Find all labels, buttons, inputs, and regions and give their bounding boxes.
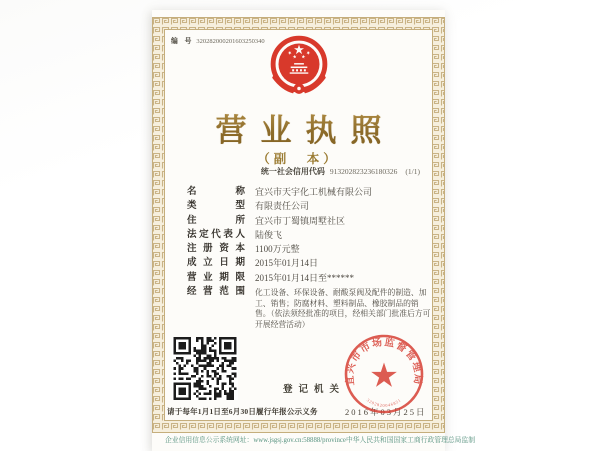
document-footer [152, 434, 476, 444]
issue-date: 2016年03月25日 [345, 407, 427, 417]
license-title: 营业执照 [152, 105, 445, 150]
field-value: 有限责任公司 [255, 201, 310, 212]
field-label: 注 册 资 本 [187, 244, 245, 255]
field-value: 宜兴市天宇化工机械有限公司 [255, 187, 373, 197]
field-label: 名 称 [187, 187, 245, 197]
seal-text: 宜兴市市场监督管理局 [344, 337, 424, 387]
credit-code-value: 913202823236180326 [329, 167, 398, 176]
field-label: 类 型 [187, 201, 245, 212]
annual-report-notice: 请于每年1月1日至6月30日履行年报公示义务 [167, 407, 318, 416]
field-label: 经 营 范 围 [187, 287, 245, 298]
field-label: 成 立 日 期 [187, 258, 245, 269]
national-emblem-icon [257, 33, 341, 101]
credit-code-label: 统一社会信用代码 [260, 167, 325, 176]
field-row-established [187, 259, 433, 269]
field-value: 1100万元整 [255, 244, 300, 255]
footer-issuer: 中华人民共和国国家工商行政管理总局监制 [345, 437, 476, 444]
page-indicator: (1/1) [405, 167, 420, 176]
serial-label: 编 号 [171, 38, 192, 45]
field-value: 2015年01月14日 [255, 258, 319, 269]
field-label: 住 所 [187, 215, 245, 226]
field-row-business-scope [187, 288, 433, 330]
field-row-type [187, 202, 433, 212]
field-row-address [187, 217, 433, 227]
license-fields [187, 188, 433, 335]
business-license-document [152, 10, 476, 451]
seal-code: 3202820046821 [365, 397, 403, 408]
field-label: 营 业 期 限 [187, 272, 245, 283]
credit-code-row [261, 166, 420, 177]
field-value: 陆俊飞 [255, 229, 283, 240]
registry-authority-label: 登记机关 [283, 385, 346, 395]
qr-code [172, 337, 238, 400]
field-label: 法 定 代 表 人 [187, 229, 245, 240]
serial-number-row [171, 35, 265, 45]
svg-text:3202820046821 [366, 397, 402, 408]
license-subtitle: （副 本） [257, 152, 340, 166]
field-row-capital [187, 245, 433, 255]
field-row-legal-rep [187, 231, 433, 241]
official-seal [338, 328, 430, 420]
field-row-term [187, 274, 433, 284]
field-row-name [187, 188, 433, 198]
footer-公示-url: 企业信用信息公示系统网址：www.jsgsj.gov.cn:58888/province [165, 437, 346, 444]
field-value: 化工设备、环保设备、耐酸泵阀及配件的制造、加工、销售；防腐材料、塑料制品、橡胶制品的销售。（依法须经批准的项目，经相关部门批准后方可开展经营活动） [255, 288, 431, 329]
serial-value: 320282000201603250340 [196, 38, 265, 45]
field-value: 宜兴市丁蜀镇周墅社区 [255, 215, 346, 226]
field-value: 2015年01月14日至****** [255, 272, 355, 283]
